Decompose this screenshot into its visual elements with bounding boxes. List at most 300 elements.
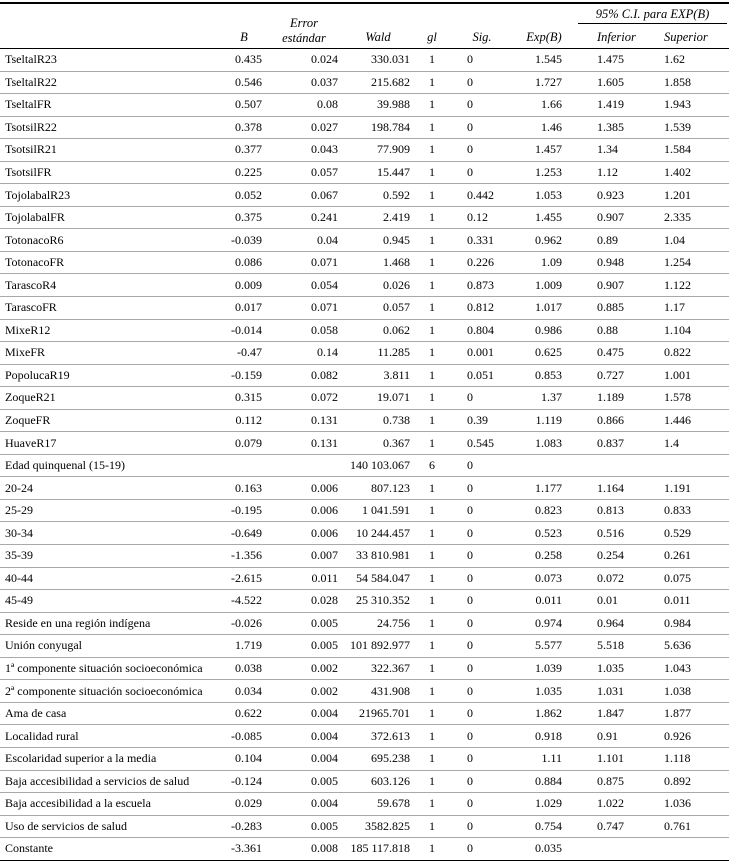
col-header-sig: Sig. bbox=[472, 30, 492, 44]
cell-exp: 1.727 bbox=[535, 74, 562, 89]
cell-b: 0.507 bbox=[235, 97, 262, 112]
cell-inferior: 0.254 bbox=[597, 548, 624, 563]
cell-gl: 1 bbox=[429, 480, 435, 495]
cell-b: 0.377 bbox=[235, 142, 262, 157]
cell-gl: 1 bbox=[429, 277, 435, 292]
cell-error: 0.082 bbox=[311, 367, 338, 382]
cell-sig: 0 bbox=[467, 74, 473, 89]
table-row bbox=[0, 455, 729, 478]
cell-inferior: 0.837 bbox=[597, 435, 624, 450]
row-label: Unión conyugal bbox=[5, 638, 82, 653]
cell-wald: 24.756 bbox=[377, 615, 410, 630]
row-label: TseltalR23 bbox=[5, 52, 57, 67]
cell-sig: 0 bbox=[467, 570, 473, 585]
cell-wald: 19.071 bbox=[377, 390, 410, 405]
cell-exp: 0.918 bbox=[535, 728, 562, 743]
row-label: MixeFR bbox=[5, 345, 46, 360]
table-header bbox=[0, 2, 729, 49]
row-label: 20-24 bbox=[5, 480, 33, 495]
cell-sig: 0.226 bbox=[467, 255, 494, 270]
row-label: Edad quinquenal (15-19) bbox=[5, 458, 125, 473]
cell-gl: 1 bbox=[429, 661, 435, 676]
cell-b: -0.039 bbox=[231, 232, 262, 247]
cell-superior: 1.578 bbox=[664, 390, 691, 405]
cell-gl: 1 bbox=[429, 773, 435, 788]
table-row bbox=[0, 522, 729, 545]
cell-inferior: 0.813 bbox=[597, 503, 624, 518]
cell-error: 0.14 bbox=[317, 345, 338, 360]
cell-exp: 1.039 bbox=[535, 661, 562, 676]
cell-error: 0.08 bbox=[317, 97, 338, 112]
cell-sig: 0 bbox=[467, 683, 473, 698]
row-label: Reside en una región indígena bbox=[5, 615, 151, 630]
cell-gl: 1 bbox=[429, 97, 435, 112]
row-label: Baja accesibilidad a la escuela bbox=[5, 796, 151, 811]
cell-gl: 1 bbox=[429, 796, 435, 811]
cell-error: 0.131 bbox=[311, 435, 338, 450]
cell-inferior: 0.88 bbox=[597, 322, 618, 337]
row-label: MixeR12 bbox=[5, 322, 51, 337]
cell-exp: 5.577 bbox=[535, 638, 562, 653]
table-row bbox=[0, 320, 729, 343]
col-header-superior: Superior bbox=[664, 30, 708, 44]
table-row bbox=[0, 117, 729, 140]
cell-b: 0.546 bbox=[235, 74, 262, 89]
col-header-error: Error estándar bbox=[282, 16, 326, 45]
table-row bbox=[0, 590, 729, 613]
cell-gl: 1 bbox=[429, 683, 435, 698]
cell-inferior: 0.885 bbox=[597, 300, 624, 315]
row-label: 25-29 bbox=[5, 503, 33, 518]
cell-superior: 1.191 bbox=[664, 480, 691, 495]
table-row bbox=[0, 477, 729, 500]
cell-gl: 1 bbox=[429, 74, 435, 89]
row-label: Escolaridad superior a la media bbox=[5, 751, 157, 766]
table-row bbox=[0, 838, 729, 860]
cell-wald: 0.592 bbox=[383, 187, 410, 202]
cell-superior: 0.984 bbox=[664, 615, 691, 630]
cell-sig: 0.812 bbox=[467, 300, 494, 315]
table-row bbox=[0, 748, 729, 771]
cell-superior: 1.04 bbox=[664, 232, 685, 247]
cell-gl: 1 bbox=[429, 345, 435, 360]
cell-wald: 0.945 bbox=[383, 232, 410, 247]
table-row bbox=[0, 816, 729, 839]
cell-sig: 0 bbox=[467, 165, 473, 179]
cell-error: 0.006 bbox=[311, 525, 338, 540]
cell-superior: 1.539 bbox=[664, 119, 691, 134]
cell-exp: 1.029 bbox=[535, 796, 562, 811]
row-label: Localidad rural bbox=[5, 728, 79, 743]
cell-inferior: 0.948 bbox=[597, 255, 624, 270]
cell-b: 0.029 bbox=[235, 796, 262, 811]
cell-error: 0.027 bbox=[311, 119, 338, 134]
table-row bbox=[0, 613, 729, 636]
cell-superior: 0.529 bbox=[664, 525, 691, 540]
cell-error: 0.004 bbox=[311, 796, 338, 811]
cell-superior: 1.584 bbox=[664, 142, 691, 157]
cell-b: 0.038 bbox=[235, 661, 262, 676]
cell-inferior: 0.923 bbox=[597, 187, 624, 202]
cell-b: 0.163 bbox=[235, 480, 262, 495]
cell-superior: 1.446 bbox=[664, 413, 691, 428]
cell-b: 0.086 bbox=[235, 255, 262, 270]
table-row bbox=[0, 658, 729, 681]
cell-inferior: 1.12 bbox=[597, 165, 618, 179]
cell-sig: 0 bbox=[467, 615, 473, 630]
cell-wald: 695.238 bbox=[371, 751, 410, 766]
cell-sig: 0 bbox=[467, 728, 473, 743]
cell-exp: 1.46 bbox=[541, 119, 562, 134]
cell-sig: 0 bbox=[467, 773, 473, 788]
cell-exp: 1.119 bbox=[535, 413, 562, 428]
table-row bbox=[0, 793, 729, 816]
cell-superior: 0.822 bbox=[664, 345, 691, 360]
cell-inferior: 0.01 bbox=[597, 593, 618, 608]
table-row bbox=[0, 432, 729, 455]
cell-superior: 1.858 bbox=[664, 74, 691, 89]
table-row bbox=[0, 703, 729, 726]
cell-inferior: 1.189 bbox=[597, 390, 624, 405]
cell-wald: 101 892.977 bbox=[350, 638, 410, 653]
cell-gl: 1 bbox=[429, 390, 435, 405]
cell-error: 0.005 bbox=[311, 638, 338, 653]
cell-wald: 25 310.352 bbox=[356, 593, 410, 608]
cell-wald: 39.988 bbox=[377, 97, 410, 112]
table-row bbox=[0, 545, 729, 568]
table-row bbox=[0, 387, 729, 410]
row-label: 1ª componente situación socioeconómica bbox=[5, 661, 203, 676]
cell-error: 0.071 bbox=[311, 255, 338, 270]
cell-b: -0.159 bbox=[231, 367, 262, 382]
cell-exp: 0.884 bbox=[535, 773, 562, 788]
cell-sig: 0.39 bbox=[467, 413, 488, 428]
cell-superior: 1.877 bbox=[664, 706, 691, 721]
cell-gl: 1 bbox=[429, 570, 435, 585]
cell-gl: 1 bbox=[429, 638, 435, 653]
cell-exp: 1.083 bbox=[535, 435, 562, 450]
cell-inferior: 0.875 bbox=[597, 773, 624, 788]
table-row bbox=[0, 252, 729, 275]
cell-sig: 0 bbox=[467, 661, 473, 676]
cell-inferior: 0.516 bbox=[597, 525, 624, 540]
cell-error: 0.007 bbox=[311, 548, 338, 563]
cell-b: -4.522 bbox=[231, 593, 262, 608]
cell-b: -3.361 bbox=[231, 841, 262, 856]
cell-inferior: 5.518 bbox=[597, 638, 624, 653]
table-row bbox=[0, 49, 729, 72]
cell-error: 0.131 bbox=[311, 413, 338, 428]
cell-superior: 1.254 bbox=[664, 255, 691, 270]
cell-error: 0.024 bbox=[311, 52, 338, 67]
cell-inferior: 1.164 bbox=[597, 480, 624, 495]
cell-wald: 322.367 bbox=[371, 661, 410, 676]
cell-exp: 1.862 bbox=[535, 706, 562, 721]
cell-b: 0.112 bbox=[235, 413, 262, 428]
table-row bbox=[0, 568, 729, 591]
cell-inferior: 1.34 bbox=[597, 142, 618, 157]
cell-sig: 0 bbox=[467, 97, 473, 112]
cell-gl: 1 bbox=[429, 187, 435, 202]
cell-sig: 0.331 bbox=[467, 232, 494, 247]
cell-superior: 0.261 bbox=[664, 548, 691, 563]
table-row bbox=[0, 94, 729, 117]
cell-b: 1.719 bbox=[235, 638, 262, 653]
cell-wald: 372.613 bbox=[371, 728, 410, 743]
cell-superior: 0.075 bbox=[664, 570, 691, 585]
cell-inferior: 1.475 bbox=[597, 52, 624, 67]
cell-inferior: 0.072 bbox=[597, 570, 624, 585]
cell-wald: 54 584.047 bbox=[356, 570, 410, 585]
cell-sig: 0 bbox=[467, 751, 473, 766]
cell-gl: 1 bbox=[429, 841, 435, 856]
table-row bbox=[0, 500, 729, 523]
cell-exp: 0.625 bbox=[535, 345, 562, 360]
cell-wald: 603.126 bbox=[371, 773, 410, 788]
cell-inferior: 1.605 bbox=[597, 74, 624, 89]
cell-gl: 1 bbox=[429, 52, 435, 67]
cell-b: -2.615 bbox=[231, 570, 262, 585]
cell-sig: 0.051 bbox=[467, 367, 494, 382]
cell-wald: 2.419 bbox=[383, 210, 410, 225]
row-label: TotonacoR6 bbox=[5, 232, 64, 247]
row-label: 30-34 bbox=[5, 525, 33, 540]
cell-wald: 10 244.457 bbox=[356, 525, 410, 540]
cell-sig: 0 bbox=[467, 796, 473, 811]
col-header-b: B bbox=[240, 30, 248, 44]
cell-inferior: 1.847 bbox=[597, 706, 624, 721]
cell-error: 0.006 bbox=[311, 480, 338, 495]
cell-b: 0.315 bbox=[235, 390, 262, 405]
table-row bbox=[0, 410, 729, 433]
cell-exp: 0.962 bbox=[535, 232, 562, 247]
cell-gl: 1 bbox=[429, 367, 435, 382]
cell-inferior: 1.031 bbox=[597, 683, 624, 698]
cell-exp: 1.09 bbox=[541, 255, 562, 270]
cell-wald: 185 117.818 bbox=[350, 841, 410, 856]
cell-gl: 1 bbox=[429, 751, 435, 766]
row-label: 35-39 bbox=[5, 548, 33, 563]
cell-sig: 0 bbox=[467, 818, 473, 833]
cell-inferior: 0.907 bbox=[597, 277, 624, 292]
cell-gl: 1 bbox=[429, 119, 435, 134]
table-row bbox=[0, 72, 729, 95]
cell-superior: 1.001 bbox=[664, 367, 691, 382]
cell-wald: 77.909 bbox=[377, 142, 410, 157]
cell-wald: 11.285 bbox=[377, 345, 410, 360]
cell-sig: 0 bbox=[467, 142, 473, 157]
cell-superior: 1.17 bbox=[664, 300, 685, 315]
table-row bbox=[0, 139, 729, 162]
cell-b: -0.026 bbox=[231, 615, 262, 630]
cell-exp: 0.823 bbox=[535, 503, 562, 518]
cell-inferior: 0.727 bbox=[597, 367, 624, 382]
cell-sig: 0 bbox=[467, 390, 473, 405]
cell-inferior: 1.022 bbox=[597, 796, 624, 811]
col-header-wald: Wald bbox=[365, 30, 391, 44]
cell-sig: 0 bbox=[467, 458, 473, 473]
cell-sig: 0.442 bbox=[467, 187, 494, 202]
cell-error: 0.241 bbox=[311, 210, 338, 225]
table-row bbox=[0, 207, 729, 230]
col-header-inferior: Inferior bbox=[597, 30, 636, 44]
cell-b: 0.017 bbox=[235, 300, 262, 315]
row-label: TarascoR4 bbox=[5, 277, 57, 292]
table-row bbox=[0, 680, 729, 703]
cell-sig: 0 bbox=[467, 638, 473, 653]
cell-exp: 0.986 bbox=[535, 322, 562, 337]
cell-error: 0.006 bbox=[311, 503, 338, 518]
cell-exp: 0.258 bbox=[535, 548, 562, 563]
cell-sig: 0.001 bbox=[467, 345, 494, 360]
cell-sig: 0 bbox=[467, 503, 473, 518]
cell-exp: 1.009 bbox=[535, 277, 562, 292]
cell-error: 0.011 bbox=[311, 570, 338, 585]
table-body bbox=[0, 49, 729, 861]
cell-wald: 0.738 bbox=[383, 413, 410, 428]
cell-wald: 140 103.067 bbox=[350, 458, 410, 473]
cell-exp: 0.011 bbox=[535, 593, 562, 608]
row-label: 45-49 bbox=[5, 593, 33, 608]
cell-wald: 21965.701 bbox=[359, 706, 410, 721]
cell-b: -0.014 bbox=[231, 322, 262, 337]
cell-error: 0.004 bbox=[311, 751, 338, 766]
cell-inferior: 1.419 bbox=[597, 97, 624, 112]
cell-b: 0.435 bbox=[235, 52, 262, 67]
cell-superior: 1.036 bbox=[664, 796, 691, 811]
cell-exp: 1.66 bbox=[541, 97, 562, 112]
cell-gl: 1 bbox=[429, 413, 435, 428]
row-label: 40-44 bbox=[5, 570, 33, 585]
cell-error: 0.058 bbox=[311, 322, 338, 337]
cell-b: 0.375 bbox=[235, 210, 262, 225]
cell-gl: 6 bbox=[429, 458, 435, 473]
row-label: TojolabalR23 bbox=[5, 187, 71, 202]
cell-sig: 0 bbox=[467, 841, 473, 856]
row-label: Uso de servicios de salud bbox=[5, 818, 127, 833]
cell-b: 0.225 bbox=[235, 165, 262, 179]
cell-exp: 1.053 bbox=[535, 187, 562, 202]
cell-gl: 1 bbox=[429, 435, 435, 450]
cell-error: 0.002 bbox=[311, 683, 338, 698]
row-label: ZoqueR21 bbox=[5, 390, 56, 405]
table-row bbox=[0, 184, 729, 207]
table-row bbox=[0, 365, 729, 388]
cell-exp: 0.523 bbox=[535, 525, 562, 540]
row-label: PopolucaR19 bbox=[5, 367, 70, 382]
cell-wald: 1 041.591 bbox=[362, 503, 410, 518]
cell-inferior: 0.747 bbox=[597, 818, 624, 833]
cell-inferior: 1.035 bbox=[597, 661, 624, 676]
cell-b: -0.283 bbox=[231, 818, 262, 833]
row-label: Constante bbox=[5, 841, 53, 856]
cell-wald: 0.367 bbox=[383, 435, 410, 450]
row-label: Baja accesibilidad a servicios de salud bbox=[5, 773, 190, 788]
cell-exp: 0.754 bbox=[535, 818, 562, 833]
cell-b: -0.649 bbox=[231, 525, 262, 540]
cell-sig: 0 bbox=[467, 706, 473, 721]
cell-exp: 1.455 bbox=[535, 210, 562, 225]
cell-superior: 0.926 bbox=[664, 728, 691, 743]
cell-superior: 1.043 bbox=[664, 661, 691, 676]
cell-gl: 1 bbox=[429, 322, 435, 337]
cell-wald: 15.447 bbox=[377, 165, 410, 179]
cell-exp: 1.457 bbox=[535, 142, 562, 157]
cell-superior: 1.943 bbox=[664, 97, 691, 112]
cell-exp: 1.253 bbox=[535, 165, 562, 179]
row-label: TotonacoFR bbox=[5, 255, 65, 270]
cell-exp: 1.545 bbox=[535, 52, 562, 67]
cell-wald: 0.062 bbox=[383, 322, 410, 337]
cell-superior: 5.636 bbox=[664, 638, 691, 653]
cell-wald: 198.784 bbox=[371, 119, 410, 134]
cell-sig: 0 bbox=[467, 480, 473, 495]
table-row bbox=[0, 162, 729, 185]
cell-wald: 431.908 bbox=[371, 683, 410, 698]
cell-exp: 0.035 bbox=[535, 841, 562, 856]
row-label: TarascoFR bbox=[5, 300, 57, 315]
col-header-gl: gl bbox=[427, 30, 437, 44]
cell-error: 0.054 bbox=[311, 277, 338, 292]
table-row bbox=[0, 274, 729, 297]
col-header-exp: Exp(B) bbox=[526, 30, 562, 44]
cell-inferior: 0.866 bbox=[597, 413, 624, 428]
row-label: 2ª componente situación socioeconómica bbox=[5, 683, 203, 698]
cell-error: 0.002 bbox=[311, 661, 338, 676]
row-label: Ama de casa bbox=[5, 706, 67, 721]
cell-inferior: 0.907 bbox=[597, 210, 624, 225]
cell-superior: 0.011 bbox=[664, 593, 691, 608]
cell-wald: 3582.825 bbox=[365, 818, 410, 833]
cell-sig: 0.804 bbox=[467, 322, 494, 337]
cell-b: -0.085 bbox=[231, 728, 262, 743]
cell-exp: 0.853 bbox=[535, 367, 562, 382]
cell-superior: 1.62 bbox=[664, 52, 685, 67]
row-label: TseltalFR bbox=[5, 97, 52, 112]
cell-sig: 0.873 bbox=[467, 277, 494, 292]
cell-wald: 3.811 bbox=[383, 367, 410, 382]
cell-b: 0.104 bbox=[235, 751, 262, 766]
cell-gl: 1 bbox=[429, 300, 435, 315]
cell-exp: 1.035 bbox=[535, 683, 562, 698]
cell-gl: 1 bbox=[429, 165, 435, 179]
cell-exp: 1.017 bbox=[535, 300, 562, 315]
cell-b: -0.195 bbox=[231, 503, 262, 518]
cell-wald: 0.057 bbox=[383, 300, 410, 315]
cell-gl: 1 bbox=[429, 142, 435, 157]
cell-error: 0.005 bbox=[311, 818, 338, 833]
cell-error: 0.043 bbox=[311, 142, 338, 157]
cell-gl: 1 bbox=[429, 210, 435, 225]
cell-gl: 1 bbox=[429, 728, 435, 743]
cell-b: -0.47 bbox=[237, 345, 262, 360]
cell-error: 0.057 bbox=[311, 165, 338, 179]
cell-gl: 1 bbox=[429, 255, 435, 270]
col-group-ci: 95% C.I. para EXP(B) bbox=[578, 7, 727, 24]
cell-sig: 0 bbox=[467, 525, 473, 540]
row-label: TojolabalFR bbox=[5, 210, 65, 225]
cell-exp: 1.177 bbox=[535, 480, 562, 495]
cell-inferior: 1.385 bbox=[597, 119, 624, 134]
cell-superior: 1.4 bbox=[664, 435, 679, 450]
cell-superior: 0.892 bbox=[664, 773, 691, 788]
cell-exp: 1.37 bbox=[541, 390, 562, 405]
cell-exp: 1.11 bbox=[541, 751, 562, 766]
cell-superior: 1.122 bbox=[664, 277, 691, 292]
cell-error: 0.004 bbox=[311, 706, 338, 721]
cell-gl: 1 bbox=[429, 706, 435, 721]
cell-b: -1.356 bbox=[231, 548, 262, 563]
